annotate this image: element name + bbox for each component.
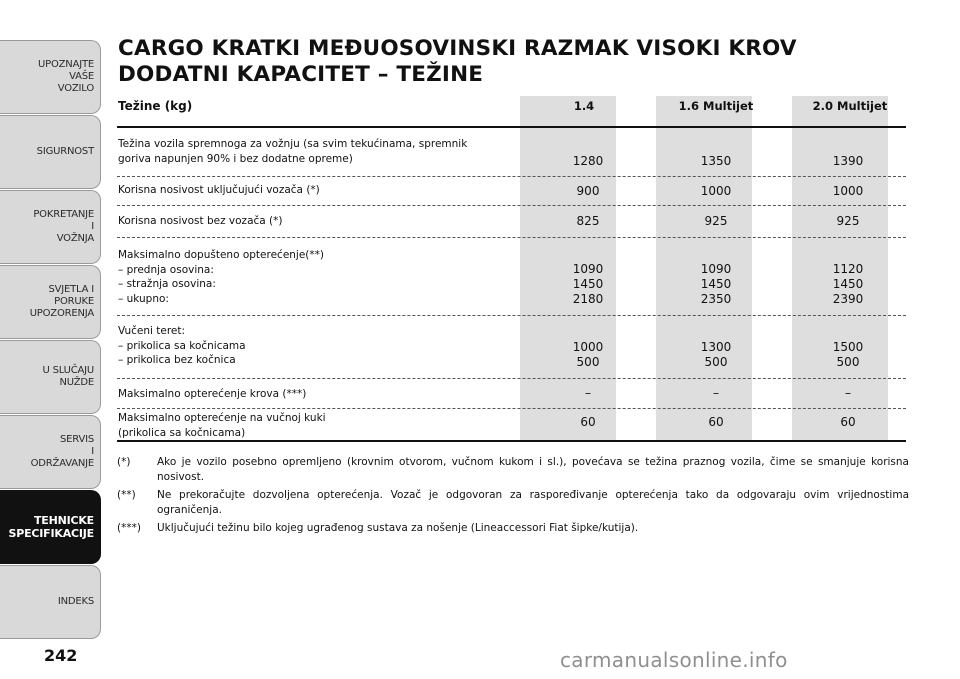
cell-r1-c2: 1350 xyxy=(700,154,732,168)
cell-r3-c3: 925 xyxy=(836,214,860,228)
cell-r3-c1: 825 xyxy=(576,214,600,228)
tab-label: SERVIS I ODRŽAVANJE xyxy=(30,434,94,469)
cell-r6-c2: – xyxy=(713,386,719,400)
table-bottom-rule xyxy=(117,440,906,442)
footnote-mark: (***) xyxy=(117,522,141,534)
footnote-2 xyxy=(117,488,909,518)
cell-r1-c3: 1390 xyxy=(832,154,864,168)
footnote-text: Ne prekoračujte dozvoljena opterećenja. Vozač je odgovoran za raspoređivanje opterećenja tako da odgovaraju ovim vrijednostima ograničenja. xyxy=(157,489,909,516)
cell-r4-c2: 1090 1450 2350 xyxy=(700,262,732,306)
tab-pokretanje-i-voznja[interactable] xyxy=(0,190,101,264)
footnote-mark: (*) xyxy=(117,456,131,468)
row-label-towed-load: Vučeni teret: – prikolica sa kočnicama – prikolica bez kočnica xyxy=(118,325,246,366)
column-header-1: 1.4 xyxy=(573,99,595,113)
cell-r6-c1: – xyxy=(585,386,591,400)
cell-r2-c1: 900 xyxy=(576,184,600,198)
tab-label: INDEKS xyxy=(57,596,94,607)
row-label-payload-without-driver: Korisna nosivost bez vozača (*) xyxy=(118,215,283,227)
footnote-mark: (**) xyxy=(117,489,136,501)
tab-svjetla-i-poruke-upozorenja[interactable] xyxy=(0,265,101,339)
tab-servis-i-odrzavanje[interactable] xyxy=(0,415,101,489)
row-divider xyxy=(117,237,906,238)
tab-label: U SLUČAJU NUŽDE xyxy=(42,365,94,388)
tab-indeks[interactable] xyxy=(0,565,101,639)
row-label-payload-with-driver: Korisna nosivost uključujući vozača (*) xyxy=(118,184,320,196)
title-line-1: CARGO KRATKI MEĐUOSOVINSKI RAZMAK VISOKI KROV xyxy=(118,36,797,61)
column-header-3: 2.0 Multijet xyxy=(812,99,888,113)
tab-tehnicke-specifikacije[interactable] xyxy=(0,490,101,564)
cell-r3-c2: 925 xyxy=(704,214,728,228)
column-header-2: 1.6 Multijet xyxy=(678,99,754,113)
cell-r7-c3: 60 xyxy=(840,415,856,429)
tab-label: POKRETANJE I VOŽNJA xyxy=(33,209,94,244)
tab-sigurnost[interactable] xyxy=(0,115,101,189)
footnote-text: Uključujući težinu bilo kojeg ugrađenog sustava za nošenje (Lineaccessori Fiat šipke/kutija). xyxy=(157,522,639,534)
tab-upoznajte-vase-vozilo[interactable] xyxy=(0,40,101,114)
row-label-towbar-load: Maksimalno opterećenje na vučnoj kuki (prikolica sa kočnicama) xyxy=(118,412,326,439)
cell-r5-c1: 1000 500 xyxy=(572,340,604,369)
row-label-curb-weight: Težina vozila spremnoga za vožnju (sa svim tekućinama, spremnik goriva napunjen 90% i bez dodatne opreme) xyxy=(118,138,468,165)
row-label-roof-load: Maksimalno opterećenje krova (***) xyxy=(118,388,307,400)
row-divider xyxy=(117,176,906,177)
cell-r4-c1: 1090 1450 2180 xyxy=(572,262,604,306)
cell-r6-c3: – xyxy=(845,386,851,400)
row-divider xyxy=(117,205,906,206)
tab-label: TEHNICKE SPECIFIKACIJE xyxy=(8,514,94,540)
cell-r7-c2: 60 xyxy=(708,415,724,429)
watermark: carmanualsonline.info xyxy=(560,648,788,672)
cell-r5-c2: 1300 500 xyxy=(700,340,732,369)
cell-r2-c3: 1000 xyxy=(832,184,864,198)
footnote-text: Ako je vozilo posebno opremljeno (krovnim otvorom, vučnom kukom i sl.), povećava se težina praznog vozila, čime se smanjuje korisna nosivost. xyxy=(157,456,909,483)
row-divider xyxy=(117,315,906,316)
footnote-1 xyxy=(117,455,909,485)
page-title xyxy=(118,36,818,88)
header-rule xyxy=(117,126,906,128)
header-label: Težine (kg) xyxy=(118,99,193,113)
footnote-3 xyxy=(117,521,909,536)
footnotes xyxy=(117,455,909,539)
cell-r4-c3: 1120 1450 2390 xyxy=(832,262,864,306)
tab-label: SIGURNOST xyxy=(36,146,94,157)
row-label-max-load: Maksimalno dopušteno opterećenje(**) – prednja osovina: – stražnja osovina: – ukupno: xyxy=(118,249,325,305)
row-divider xyxy=(117,378,906,379)
tab-label: UPOZNAJTE VAŠE VOZILO xyxy=(38,59,94,94)
tab-label: SVJETLA I PORUKE UPOZORENJA xyxy=(29,284,94,319)
page-number: 242 xyxy=(44,646,78,665)
cell-r2-c2: 1000 xyxy=(700,184,732,198)
row-divider xyxy=(117,408,906,409)
cell-r1-c1: 1280 xyxy=(572,154,604,168)
cell-r7-c1: 60 xyxy=(580,415,596,429)
tab-u-slucaju-nuzde[interactable] xyxy=(0,340,101,414)
cell-r5-c3: 1500 500 xyxy=(832,340,864,369)
title-line-2: DODATNI KAPACITET – TEŽINE xyxy=(118,62,484,87)
